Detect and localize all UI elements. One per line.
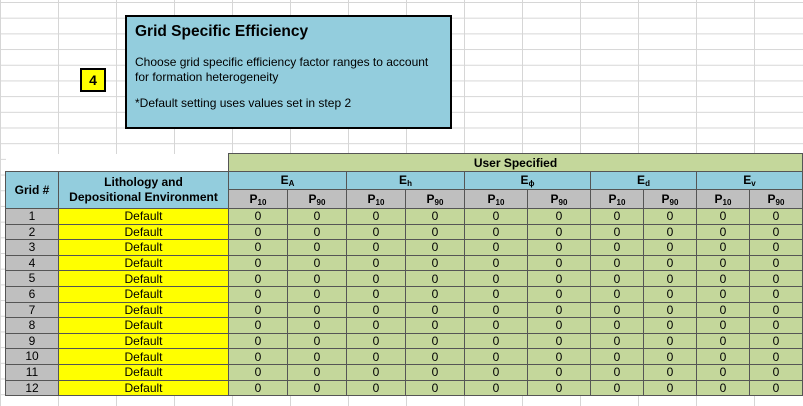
efficiency-value-cell[interactable]: 0 (229, 333, 288, 349)
efficiency-value-cell[interactable]: 0 (347, 333, 406, 349)
info-description: Choose grid specific efficiency factor ranges to account for formation heterogeneity (135, 55, 429, 84)
efficiency-value-cell[interactable]: 0 (229, 286, 288, 302)
efficiency-value-cell[interactable]: 0 (750, 349, 803, 365)
efficiency-value-cell[interactable]: 0 (465, 333, 528, 349)
efficiency-value-cell[interactable]: 0 (229, 302, 288, 318)
efficiency-value-cell[interactable]: 0 (697, 286, 750, 302)
percentile-header (644, 190, 697, 209)
efficiency-value-cell[interactable]: 0 (288, 240, 347, 256)
efficiency-value-cell[interactable]: 0 (644, 209, 697, 225)
percentile-header (406, 190, 465, 209)
efficiency-value-cell[interactable]: 0 (288, 302, 347, 318)
lithology-cell[interactable]: Default (59, 209, 229, 225)
efficiency-value-cell[interactable]: 0 (288, 209, 347, 225)
table-row (6, 271, 803, 287)
efficiency-value-cell[interactable]: 0 (288, 224, 347, 240)
table-row (6, 318, 803, 334)
lithology-cell[interactable]: Default (59, 349, 229, 365)
percentile-label-subscript: 90 (775, 197, 785, 207)
efficiency-value-cell[interactable]: 0 (591, 255, 644, 271)
efficiency-value-cell[interactable]: 0 (697, 240, 750, 256)
percentile-label-subscript: 90 (558, 197, 568, 207)
efficiency-value-cell[interactable]: 0 (697, 224, 750, 240)
percentile-label-subscript: 10 (495, 197, 505, 207)
efficiency-value-cell[interactable]: 0 (528, 318, 591, 334)
efficiency-value-cell[interactable]: 0 (591, 240, 644, 256)
efficiency-value-cell[interactable]: 0 (347, 224, 406, 240)
percentile-label-base: P (487, 191, 496, 206)
group-label-base: E (520, 173, 529, 187)
efficiency-value-cell[interactable]: 0 (644, 224, 697, 240)
efficiency-value-cell[interactable]: 0 (528, 209, 591, 225)
efficiency-value-cell[interactable]: 0 (229, 271, 288, 287)
efficiency-value-cell[interactable]: 0 (406, 302, 465, 318)
percentile-label-base: P (550, 191, 559, 206)
percentile-header (528, 190, 591, 209)
efficiency-value-cell[interactable]: 0 (591, 349, 644, 365)
percentile-label-base: P (714, 191, 723, 206)
percentile-label-subscript: 90 (316, 197, 326, 207)
efficiency-value-cell[interactable]: 0 (697, 302, 750, 318)
percentile-label-subscript: 10 (375, 197, 385, 207)
table-row (6, 380, 803, 396)
efficiency-value-cell[interactable]: 0 (750, 255, 803, 271)
grid-number-cell: 9 (6, 333, 59, 349)
efficiency-value-cell[interactable]: 0 (406, 240, 465, 256)
lithology-cell[interactable]: Default (59, 302, 229, 318)
lithology-cell[interactable]: Default (59, 286, 229, 302)
table-row (6, 333, 803, 349)
grid-number-cell: 8 (6, 318, 59, 334)
efficiency-value-cell[interactable]: 0 (591, 380, 644, 396)
percentile-header (229, 190, 288, 209)
efficiency-value-cell[interactable]: 0 (528, 349, 591, 365)
efficiency-value-cell[interactable]: 0 (229, 364, 288, 380)
efficiency-value-cell[interactable]: 0 (750, 302, 803, 318)
grid-number-cell: 5 (6, 271, 59, 287)
table-row (6, 255, 803, 271)
percentile-label-base: P (308, 191, 317, 206)
efficiency-value-cell[interactable]: 0 (406, 255, 465, 271)
efficiency-value-cell[interactable]: 0 (697, 209, 750, 225)
percentile-header (288, 190, 347, 209)
percentile-header (750, 190, 803, 209)
efficiency-value-cell[interactable]: 0 (750, 286, 803, 302)
group-label-base: E (399, 173, 408, 187)
percentile-label-subscript: 90 (434, 197, 444, 207)
efficiency-value-cell[interactable]: 0 (644, 286, 697, 302)
efficiency-value-cell[interactable]: 0 (750, 364, 803, 380)
group-label-subscript: v (751, 179, 756, 188)
efficiency-value-cell[interactable]: 0 (465, 255, 528, 271)
efficiency-value-cell[interactable]: 0 (528, 286, 591, 302)
efficiency-value-cell[interactable]: 0 (591, 333, 644, 349)
lithology-cell[interactable]: Default (59, 224, 229, 240)
percentile-label-base: P (608, 191, 617, 206)
table-row (6, 209, 803, 225)
efficiency-value-cell[interactable]: 0 (644, 255, 697, 271)
efficiency-value-cell[interactable]: 0 (347, 240, 406, 256)
percentile-label-base: P (367, 191, 376, 206)
group-label-subscript: A (288, 179, 295, 188)
lithology-cell[interactable]: Default (59, 318, 229, 334)
efficiency-value-cell[interactable]: 0 (750, 380, 803, 396)
efficiency-value-cell[interactable]: 0 (229, 240, 288, 256)
efficiency-value-cell[interactable]: 0 (288, 286, 347, 302)
efficiency-value-cell[interactable]: 0 (591, 271, 644, 287)
lithology-cell[interactable]: Default (59, 333, 229, 349)
percentile-label-base: P (661, 191, 670, 206)
lithology-header-line2: Depositional Environment (69, 190, 218, 204)
efficiency-value-cell[interactable]: 0 (750, 209, 803, 225)
efficiency-group-header (697, 172, 803, 190)
efficiency-value-cell[interactable]: 0 (406, 318, 465, 334)
table-row (6, 302, 803, 318)
user-specified-header: User Specified (229, 154, 803, 172)
grid-number-cell: 1 (6, 209, 59, 225)
efficiency-group-header (591, 172, 697, 190)
group-label-base: E (743, 173, 752, 187)
efficiency-value-cell[interactable]: 0 (229, 224, 288, 240)
efficiency-value-cell[interactable]: 0 (465, 240, 528, 256)
percentile-header (465, 190, 528, 209)
group-label-subscript: d (645, 179, 650, 188)
efficiency-value-cell[interactable]: 0 (347, 349, 406, 365)
efficiency-value-cell[interactable]: 0 (644, 302, 697, 318)
percentile-header (591, 190, 644, 209)
table-row (6, 240, 803, 256)
efficiency-group-header (465, 172, 591, 190)
efficiency-value-cell[interactable]: 0 (644, 240, 697, 256)
efficiency-value-cell[interactable]: 0 (591, 318, 644, 334)
efficiency-value-cell[interactable]: 0 (229, 349, 288, 365)
efficiency-value-cell[interactable]: 0 (465, 364, 528, 380)
percentile-header (697, 190, 750, 209)
efficiency-value-cell[interactable]: 0 (406, 333, 465, 349)
efficiency-value-cell[interactable]: 0 (347, 209, 406, 225)
efficiency-value-cell[interactable]: 0 (288, 255, 347, 271)
lithology-cell[interactable]: Default (59, 380, 229, 396)
efficiency-value-cell[interactable]: 0 (465, 209, 528, 225)
efficiency-value-cell[interactable]: 0 (644, 333, 697, 349)
group-label-base: E (280, 173, 289, 187)
grid-number-cell: 12 (6, 380, 59, 396)
efficiency-value-cell[interactable]: 0 (644, 271, 697, 287)
efficiency-value-cell[interactable]: 0 (347, 318, 406, 334)
grid-number-cell: 7 (6, 302, 59, 318)
lithology-cell[interactable]: Default (59, 240, 229, 256)
efficiency-value-cell[interactable]: 0 (465, 380, 528, 396)
info-box (125, 15, 452, 129)
efficiency-value-cell[interactable]: 0 (644, 318, 697, 334)
group-label-subscript: h (407, 179, 412, 188)
efficiency-value-cell[interactable]: 0 (750, 240, 803, 256)
efficiency-value-cell[interactable]: 0 (288, 271, 347, 287)
efficiency-value-cell[interactable]: 0 (697, 349, 750, 365)
efficiency-value-cell[interactable]: 0 (591, 302, 644, 318)
lithology-cell[interactable]: Default (59, 271, 229, 287)
efficiency-group-header (347, 172, 465, 190)
efficiency-value-cell[interactable]: 0 (465, 271, 528, 287)
grid-number-cell: 10 (6, 349, 59, 365)
efficiency-value-cell[interactable]: 0 (288, 333, 347, 349)
info-title: Grid Specific Efficiency (135, 23, 309, 40)
efficiency-value-cell[interactable]: 0 (288, 364, 347, 380)
efficiency-value-cell[interactable]: 0 (406, 349, 465, 365)
step-number-badge: 4 (80, 68, 106, 92)
blank-header-cell (6, 154, 229, 172)
table-row (6, 364, 803, 380)
efficiency-value-cell[interactable]: 0 (288, 380, 347, 396)
efficiency-value-cell[interactable]: 0 (229, 209, 288, 225)
efficiency-value-cell[interactable]: 0 (591, 209, 644, 225)
grid-number-header: Grid # (6, 172, 59, 209)
percentile-header (347, 190, 406, 209)
efficiency-value-cell[interactable]: 0 (347, 271, 406, 287)
efficiency-value-cell[interactable]: 0 (528, 333, 591, 349)
efficiency-value-cell[interactable]: 0 (406, 364, 465, 380)
efficiency-value-cell[interactable]: 0 (229, 255, 288, 271)
efficiency-value-cell[interactable]: 0 (288, 349, 347, 365)
efficiency-value-cell[interactable]: 0 (750, 224, 803, 240)
lithology-header-line1: Lithology and (104, 175, 183, 189)
grid-number-cell: 6 (6, 286, 59, 302)
efficiency-value-cell[interactable]: 0 (465, 349, 528, 365)
efficiency-value-cell[interactable]: 0 (347, 364, 406, 380)
efficiency-value-cell[interactable]: 0 (465, 318, 528, 334)
efficiency-value-cell[interactable]: 0 (591, 286, 644, 302)
efficiency-value-cell[interactable]: 0 (644, 364, 697, 380)
efficiency-group-header (229, 172, 347, 190)
lithology-cell[interactable]: Default (59, 255, 229, 271)
efficiency-value-cell[interactable]: 0 (750, 271, 803, 287)
efficiency-value-cell[interactable]: 0 (406, 286, 465, 302)
efficiency-value-cell[interactable]: 0 (697, 271, 750, 287)
efficiency-value-cell[interactable]: 0 (406, 209, 465, 225)
efficiency-value-cell[interactable]: 0 (528, 240, 591, 256)
efficiency-value-cell[interactable]: 0 (528, 380, 591, 396)
efficiency-value-cell[interactable]: 0 (528, 364, 591, 380)
percentile-label-subscript: 10 (616, 197, 626, 207)
efficiency-value-cell[interactable]: 0 (750, 333, 803, 349)
efficiency-value-cell[interactable]: 0 (697, 333, 750, 349)
efficiency-value-cell[interactable]: 0 (697, 380, 750, 396)
percentile-label-subscript: 10 (257, 197, 267, 207)
efficiency-value-cell[interactable]: 0 (697, 364, 750, 380)
efficiency-value-cell[interactable]: 0 (347, 302, 406, 318)
efficiency-value-cell[interactable]: 0 (697, 255, 750, 271)
percentile-label-subscript: 10 (722, 197, 732, 207)
table-row (6, 224, 803, 240)
grid-number-cell: 11 (6, 364, 59, 380)
grid-number-cell: 3 (6, 240, 59, 256)
percentile-label-base: P (426, 191, 435, 206)
efficiency-value-cell[interactable]: 0 (644, 380, 697, 396)
efficiency-value-cell[interactable]: 0 (288, 318, 347, 334)
efficiency-value-cell[interactable]: 0 (644, 349, 697, 365)
grid-number-cell: 2 (6, 224, 59, 240)
efficiency-value-cell[interactable]: 0 (347, 380, 406, 396)
efficiency-value-cell[interactable]: 0 (229, 380, 288, 396)
efficiency-value-cell[interactable]: 0 (528, 271, 591, 287)
efficiency-value-cell[interactable]: 0 (406, 224, 465, 240)
table-row (6, 349, 803, 365)
efficiency-value-cell[interactable]: 0 (229, 318, 288, 334)
group-label-base: E (637, 173, 646, 187)
lithology-cell[interactable]: Default (59, 364, 229, 380)
efficiency-value-cell[interactable]: 0 (465, 224, 528, 240)
efficiency-value-cell[interactable]: 0 (528, 224, 591, 240)
efficiency-table (5, 153, 803, 396)
table-row (6, 286, 803, 302)
percentile-label-base: P (767, 191, 776, 206)
efficiency-value-cell[interactable]: 0 (591, 224, 644, 240)
efficiency-value-cell[interactable]: 0 (465, 286, 528, 302)
grid-number-cell: 4 (6, 255, 59, 271)
efficiency-value-cell[interactable]: 0 (528, 302, 591, 318)
efficiency-value-cell[interactable]: 0 (406, 271, 465, 287)
group-label-subscript: ϕ (528, 179, 535, 188)
efficiency-value-cell[interactable]: 0 (591, 364, 644, 380)
percentile-label-base: P (249, 191, 258, 206)
efficiency-value-cell[interactable]: 0 (750, 318, 803, 334)
efficiency-value-cell[interactable]: 0 (406, 380, 465, 396)
efficiency-value-cell[interactable]: 0 (465, 302, 528, 318)
efficiency-value-cell[interactable]: 0 (697, 318, 750, 334)
efficiency-value-cell[interactable]: 0 (528, 255, 591, 271)
info-note: *Default setting uses values set in step 2 (135, 96, 352, 110)
lithology-header (59, 172, 229, 209)
percentile-label-subscript: 90 (669, 197, 679, 207)
efficiency-value-cell[interactable]: 0 (347, 286, 406, 302)
efficiency-value-cell[interactable]: 0 (347, 255, 406, 271)
